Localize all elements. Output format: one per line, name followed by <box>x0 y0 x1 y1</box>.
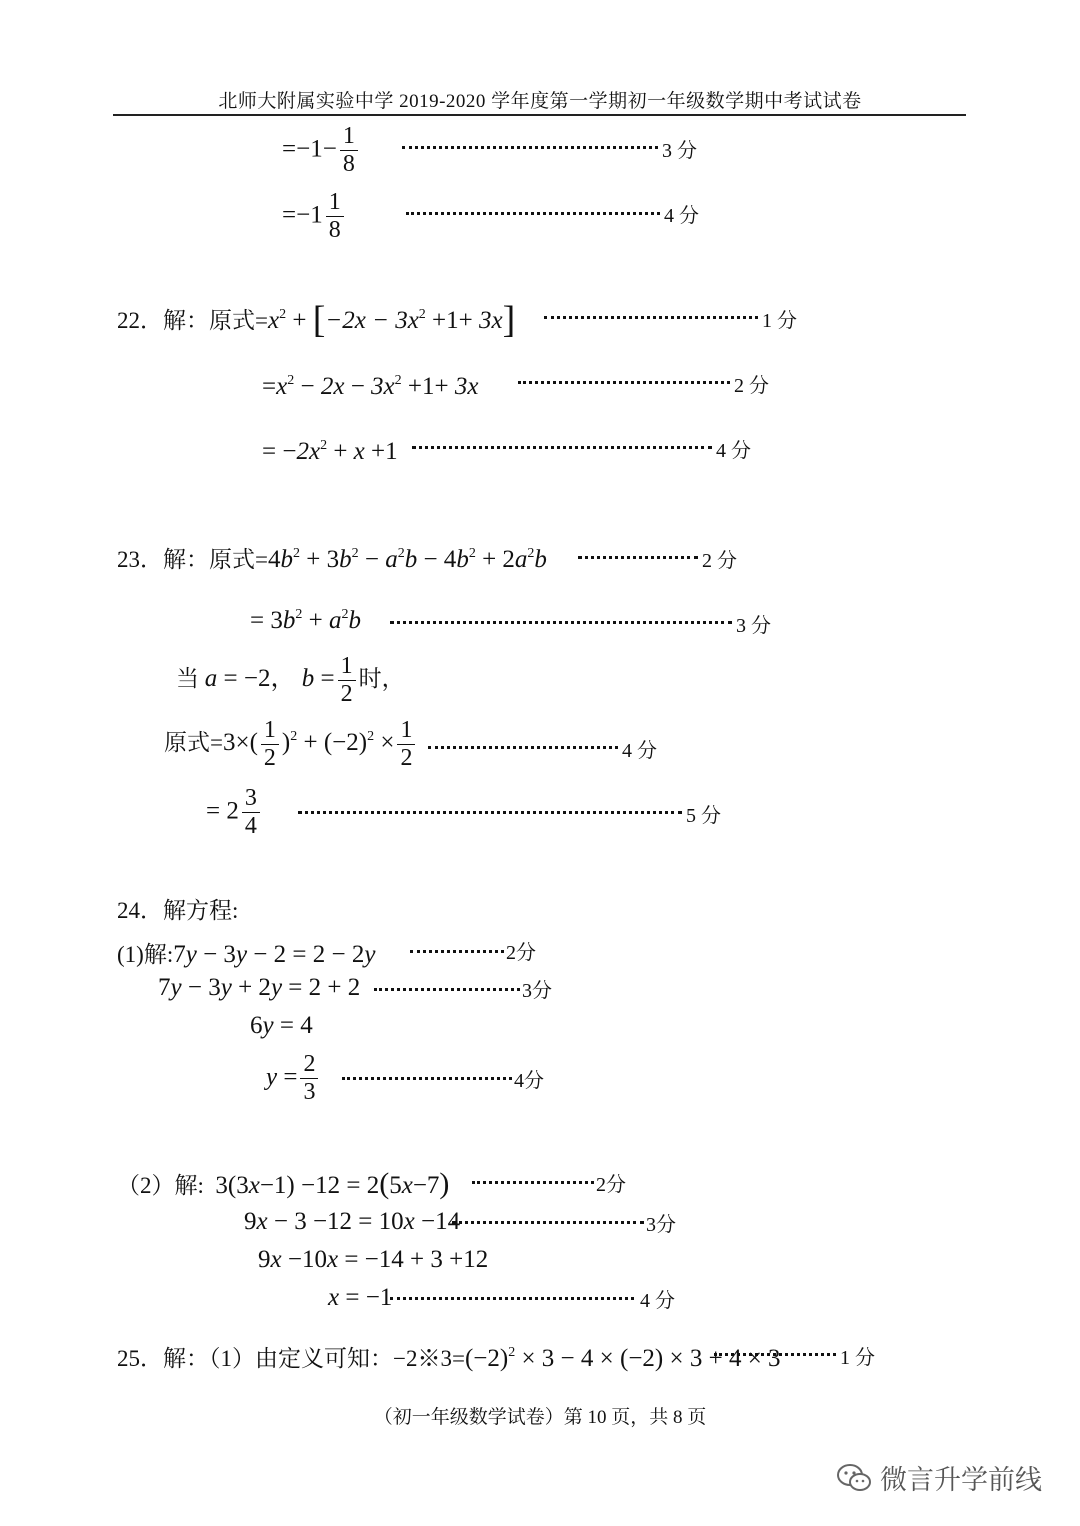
score-leader <box>342 1077 512 1080</box>
q24-p2-score-3: 3分 <box>646 1214 676 1236</box>
q24-p2-score-2: 2分 <box>596 1174 626 1196</box>
fraction <box>338 654 356 707</box>
page-header-title: 北师大附属实验中学 2019-2020 学年度第一学期初一年级数学期中考试试卷 <box>218 91 862 112</box>
denominator: 8 <box>328 217 341 244</box>
q24-p1-score-3: 3分 <box>522 980 552 1002</box>
q24-p1-line-1 <box>117 936 375 969</box>
fraction <box>261 718 279 771</box>
fraction <box>397 718 415 771</box>
score-leader <box>428 746 618 749</box>
q23-substitution <box>164 718 418 771</box>
question-number: 25． <box>117 1346 163 1371</box>
equation: 3(3x−1) −12 = 2(5x−7) <box>215 1167 450 1200</box>
q22-score-3: 4 分 <box>716 440 751 462</box>
score-leader <box>374 988 520 991</box>
numerator: 2 <box>300 1052 318 1079</box>
q21-step-2-lead: =−1 <box>282 201 323 229</box>
question-number: 24． <box>117 898 163 923</box>
score-leader <box>412 446 712 449</box>
q23-score-2: 2 分 <box>702 550 737 572</box>
q24-p1-score-4: 4分 <box>514 1070 544 1092</box>
denominator: 3 <box>303 1079 316 1106</box>
equation: 7y − 3y − 2 = 2 − 2y <box>173 941 376 968</box>
q24-p2-line-3: 9x −10x = −14 + 3 +12 <box>258 1246 489 1273</box>
q22-score-2: 2 分 <box>734 375 769 397</box>
q25-heading <box>117 1340 781 1373</box>
q24-heading <box>117 892 238 925</box>
q25-score-1: 1 分 <box>840 1347 875 1369</box>
score-leader <box>390 621 732 624</box>
q23-score-3: 3 分 <box>736 615 771 637</box>
q21-score-4: 4 分 <box>664 205 699 227</box>
q23-condition <box>176 654 405 707</box>
q24-p2-line-1 <box>117 1167 449 1201</box>
q24-p1-line-3: 6y = 4 <box>250 1012 313 1039</box>
score-leader <box>544 316 758 319</box>
condition-suffix: 时， <box>358 665 405 691</box>
q23-result: = 2 $\frac{3}{4}$ <box>206 786 263 839</box>
numerator: 1 <box>261 718 279 745</box>
page-footer: （初一年级数学试卷）第 10 页，共 8 页 <box>373 1407 707 1428</box>
question-title: 解方程: <box>163 898 239 923</box>
denominator: 2 <box>400 745 413 772</box>
question-number: 23． <box>117 547 163 572</box>
q23-heading <box>117 541 547 574</box>
numerator: 1 <box>340 124 358 151</box>
q21-score-3: 3 分 <box>662 140 697 162</box>
score-leader <box>402 146 658 149</box>
fraction <box>300 1052 318 1105</box>
fraction <box>326 190 344 243</box>
q22-score-1: 1 分 <box>762 310 797 332</box>
q24-p1-score-2: 2分 <box>506 942 536 964</box>
expr-prefix: 原式= <box>164 729 223 755</box>
q22-step-3: = $-2x^2 + x +1$ <box>262 438 398 465</box>
q24-p2-line-2: 9x − 3 −12 = 10x −14 <box>244 1208 461 1235</box>
q24-p1-line-2: 7y − 3y + 2y = 2 + 2 <box>158 974 361 1001</box>
q22-expr-1: $x^2 + [-2x - 3x^2 +1+ 3x]$ <box>267 299 516 341</box>
score-leader <box>452 1221 644 1224</box>
numerator: 1 <box>338 654 356 681</box>
q24-p2-line-4: x = −1 <box>328 1284 393 1311</box>
score-leader <box>578 556 698 559</box>
numerator: 1 <box>326 190 344 217</box>
q21-step-2 <box>282 190 347 243</box>
fraction <box>242 786 260 839</box>
q23-score-5: 5 分 <box>686 805 721 827</box>
score-leader <box>714 1353 836 1356</box>
expr-head: −2※3= <box>393 1346 465 1371</box>
q24-p2-score-4: 4 分 <box>640 1290 675 1312</box>
q23-expr-1: $4b^2 + 3b^2 - a^2b - 4b^2 + 2a^2b$ <box>267 546 547 573</box>
score-leader <box>472 1181 594 1184</box>
numerator: 1 <box>397 718 415 745</box>
solution-label: 解：（1）由定义可知： <box>163 1346 393 1371</box>
substitution-expr-2: )$^2 + (-2)^2$ × <box>281 728 395 756</box>
when-word: 当 <box>176 665 199 691</box>
score-leader <box>390 1297 634 1300</box>
q22-heading <box>117 299 516 341</box>
expr-prefix: 原式= <box>209 547 268 572</box>
denominator: 4 <box>244 813 257 840</box>
condition-a: a = −2， b = <box>204 664 335 692</box>
mixed-whole: 2 <box>226 797 239 825</box>
q23-score-4: 4 分 <box>622 740 657 762</box>
substitution-expr: 3×( <box>222 728 258 756</box>
solution-label: 解： <box>163 547 209 572</box>
score-leader <box>518 381 730 384</box>
watermark <box>836 1458 1042 1497</box>
q21-step-1-lead: =−1− <box>282 135 337 163</box>
question-number: 22． <box>117 308 163 333</box>
q21-step-1 <box>282 124 361 177</box>
expr-prefix: 原式= <box>209 308 268 333</box>
watermark-text: 微言升学前线 <box>880 1465 1042 1496</box>
denominator: 2 <box>263 745 276 772</box>
solution-label: 解： <box>163 308 209 333</box>
q23-step-2: = $3b^2 + a^2b$ <box>250 607 361 634</box>
q24-p1-line-4: y = $\frac{2}{3}$ <box>266 1052 321 1105</box>
denominator: 2 <box>340 681 353 708</box>
q25-expr: $(-2)^2 \times 3 - 4 \times (-2) \times 3 + 4 \times 3$ <box>464 1345 781 1372</box>
header-divider <box>113 114 966 116</box>
score-leader <box>410 950 504 953</box>
score-leader <box>406 212 660 215</box>
part-label: (1)解: <box>117 942 174 967</box>
denominator: 8 <box>342 151 355 178</box>
numerator: 3 <box>242 786 260 813</box>
q22-step-2: $=x^2 - 2x - 3x^2 +1+ 3x$ <box>262 373 479 400</box>
fraction <box>340 124 358 177</box>
part-label: （2）解: <box>117 1173 204 1198</box>
score-leader <box>298 811 682 814</box>
wechat-icon <box>836 1463 872 1493</box>
